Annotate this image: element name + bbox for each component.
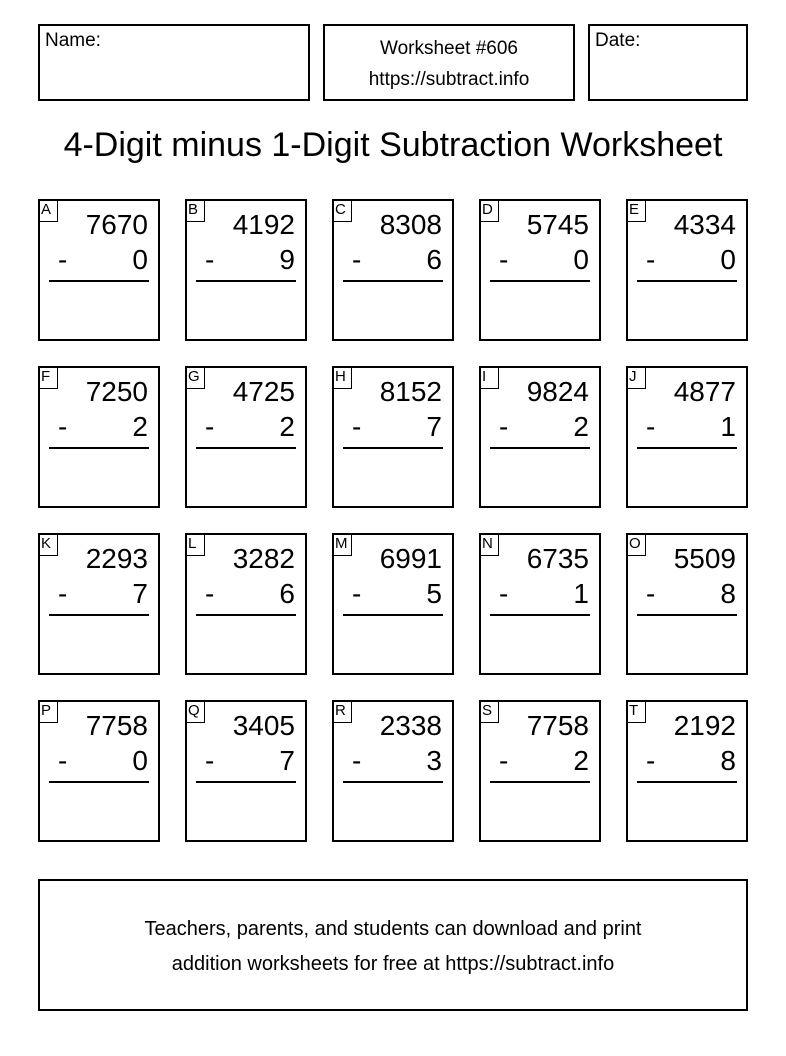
minuend: 4725 bbox=[232, 376, 295, 407]
problem-label: T bbox=[626, 700, 646, 723]
worksheet-number: Worksheet #606 bbox=[379, 38, 518, 59]
subtrahend: 5 bbox=[426, 578, 442, 609]
answer-line bbox=[49, 280, 149, 282]
problem-card bbox=[332, 366, 454, 508]
problem-card bbox=[38, 199, 160, 341]
answer-line bbox=[343, 447, 443, 449]
problem-card bbox=[38, 700, 160, 842]
problem-card bbox=[38, 533, 160, 675]
minuend: 6735 bbox=[526, 543, 589, 574]
minuend: 5745 bbox=[526, 209, 589, 240]
problem-card bbox=[626, 533, 748, 675]
subtrahend: 0 bbox=[132, 244, 148, 275]
problem-grid bbox=[38, 199, 748, 842]
minuend: 8308 bbox=[379, 209, 442, 240]
problem-label: K bbox=[38, 533, 58, 556]
answer-line bbox=[196, 781, 296, 783]
problem-label: I bbox=[479, 366, 499, 389]
minus-sign: - bbox=[646, 578, 656, 609]
minus-sign: - bbox=[352, 411, 362, 442]
subtrahend: 8 bbox=[720, 578, 736, 609]
problem-card bbox=[38, 366, 160, 508]
subtrahend: 6 bbox=[426, 244, 442, 275]
minus-sign: - bbox=[58, 578, 68, 609]
problem-card bbox=[479, 700, 601, 842]
subtrahend: 2 bbox=[573, 411, 589, 442]
problem-card bbox=[185, 700, 307, 842]
minus-sign: - bbox=[58, 745, 68, 776]
answer-line bbox=[196, 447, 296, 449]
answer-line bbox=[196, 614, 296, 616]
subtrahend: 1 bbox=[573, 578, 589, 609]
minus-sign: - bbox=[499, 411, 509, 442]
minus-sign: - bbox=[646, 411, 656, 442]
minus-sign: - bbox=[58, 244, 68, 275]
minus-sign: - bbox=[352, 578, 362, 609]
subtrahend: 8 bbox=[720, 745, 736, 776]
subtrahend: 7 bbox=[426, 411, 442, 442]
minuend: 5509 bbox=[673, 543, 736, 574]
site-url: https://subtract.info bbox=[368, 69, 530, 90]
answer-line bbox=[490, 614, 590, 616]
minuend: 7758 bbox=[526, 710, 589, 741]
footer-note bbox=[38, 879, 748, 1011]
problem-label: P bbox=[38, 700, 58, 723]
problem-label: O bbox=[626, 533, 646, 556]
subtrahend: 7 bbox=[279, 745, 295, 776]
date-field-box bbox=[588, 24, 748, 101]
problem-label: J bbox=[626, 366, 646, 389]
minuend: 3405 bbox=[232, 710, 295, 741]
minus-sign: - bbox=[352, 745, 362, 776]
minuend: 7758 bbox=[85, 710, 148, 741]
subtrahend: 0 bbox=[573, 244, 589, 275]
minus-sign: - bbox=[499, 578, 509, 609]
minus-sign: - bbox=[205, 745, 215, 776]
problem-card bbox=[332, 199, 454, 341]
date-label: Date: bbox=[595, 30, 641, 51]
subtrahend: 1 bbox=[720, 411, 736, 442]
problem-label: A bbox=[38, 199, 58, 222]
problem-card bbox=[479, 533, 601, 675]
problem-label: G bbox=[185, 366, 205, 389]
problem-card bbox=[332, 700, 454, 842]
minuend: 4192 bbox=[232, 209, 295, 240]
problem-label: Q bbox=[185, 700, 205, 723]
minus-sign: - bbox=[58, 411, 68, 442]
worksheet-info-box bbox=[323, 24, 575, 101]
problem-label: N bbox=[479, 533, 499, 556]
problem-label: R bbox=[332, 700, 352, 723]
answer-line bbox=[637, 614, 737, 616]
problem-label: D bbox=[479, 199, 499, 222]
problem-label: M bbox=[332, 533, 352, 556]
minus-sign: - bbox=[499, 244, 509, 275]
answer-line bbox=[637, 447, 737, 449]
minuend: 2192 bbox=[673, 710, 736, 741]
minus-sign: - bbox=[646, 745, 656, 776]
footer-line-1: Teachers, parents, and students can download and print bbox=[144, 918, 642, 940]
name-field-box bbox=[38, 24, 310, 101]
problem-card bbox=[332, 533, 454, 675]
page-title: 4-Digit minus 1-Digit Subtraction Worksheet bbox=[63, 126, 723, 164]
answer-line bbox=[196, 280, 296, 282]
problem-label: H bbox=[332, 366, 352, 389]
minus-sign: - bbox=[205, 411, 215, 442]
minus-sign: - bbox=[352, 244, 362, 275]
problem-card bbox=[626, 700, 748, 842]
minus-sign: - bbox=[205, 578, 215, 609]
answer-line bbox=[490, 781, 590, 783]
answer-line bbox=[637, 781, 737, 783]
subtrahend: 3 bbox=[426, 745, 442, 776]
minus-sign: - bbox=[205, 244, 215, 275]
answer-line bbox=[49, 447, 149, 449]
problem-label: F bbox=[38, 366, 58, 389]
footer-line-2: addition worksheets for free at https://subtract.info bbox=[171, 953, 615, 975]
subtrahend: 0 bbox=[720, 244, 736, 275]
minuend: 4334 bbox=[673, 209, 736, 240]
minus-sign: - bbox=[499, 745, 509, 776]
answer-line bbox=[49, 614, 149, 616]
minuend: 4877 bbox=[673, 376, 736, 407]
minus-sign: - bbox=[646, 244, 656, 275]
problem-label: S bbox=[479, 700, 499, 723]
answer-line bbox=[343, 781, 443, 783]
answer-line bbox=[343, 614, 443, 616]
minuend: 2338 bbox=[379, 710, 442, 741]
subtrahend: 2 bbox=[279, 411, 295, 442]
problem-label: E bbox=[626, 199, 646, 222]
minuend: 3282 bbox=[232, 543, 295, 574]
answer-line bbox=[490, 447, 590, 449]
problem-card bbox=[626, 199, 748, 341]
subtrahend: 6 bbox=[279, 578, 295, 609]
problem-label: B bbox=[185, 199, 205, 222]
problem-card bbox=[185, 366, 307, 508]
subtrahend: 0 bbox=[132, 745, 148, 776]
problem-label: L bbox=[185, 533, 205, 556]
problem-card bbox=[479, 199, 601, 341]
answer-line bbox=[637, 280, 737, 282]
minuend: 8152 bbox=[379, 376, 442, 407]
answer-line bbox=[49, 781, 149, 783]
subtrahend: 2 bbox=[573, 745, 589, 776]
answer-line bbox=[490, 280, 590, 282]
subtrahend: 9 bbox=[279, 244, 295, 275]
problem-card bbox=[626, 366, 748, 508]
subtrahend: 2 bbox=[132, 411, 148, 442]
problem-card bbox=[185, 533, 307, 675]
minuend: 7250 bbox=[85, 376, 148, 407]
name-label: Name: bbox=[45, 30, 101, 51]
minuend: 9824 bbox=[526, 376, 589, 407]
problem-label: C bbox=[332, 199, 352, 222]
subtrahend: 7 bbox=[132, 578, 148, 609]
problem-card bbox=[479, 366, 601, 508]
minuend: 2293 bbox=[85, 543, 148, 574]
minuend: 7670 bbox=[85, 209, 148, 240]
problem-card bbox=[185, 199, 307, 341]
answer-line bbox=[343, 280, 443, 282]
minuend: 6991 bbox=[379, 543, 442, 574]
